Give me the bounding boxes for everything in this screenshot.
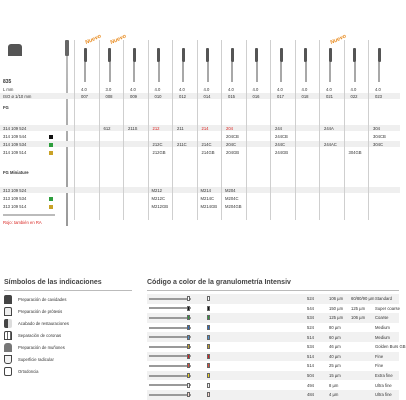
iso-size-010: 010 <box>154 94 162 99</box>
grit-swatch-mini-gold <box>49 205 53 209</box>
iso-size-016: 016 <box>252 94 260 99</box>
grit-ring <box>207 325 210 330</box>
label-iso: ISO ø 1/10 mm <box>3 94 32 99</box>
mini-code-3: 313 109 514 <box>3 204 27 209</box>
bur-tip-016 <box>255 48 258 62</box>
mini-cell: M214C <box>200 196 214 201</box>
bur-tip-018 <box>304 48 307 62</box>
fg-cell: 612 <box>103 126 111 131</box>
fg-cell: 244C <box>275 142 286 147</box>
bur-tip-014 <box>206 48 209 62</box>
iso-size-023: 023 <box>375 94 382 99</box>
grit-ring <box>187 354 190 359</box>
symbol-row-crown-separation: Separación de coronas <box>4 330 132 342</box>
fg-cell: 212C <box>152 142 163 147</box>
symbol-row-finishing: Acabado de restauraciones <box>4 318 132 330</box>
nuevo-badge: Nuevo <box>84 33 103 46</box>
fg-code-3: 314 109 534 <box>3 142 27 147</box>
grit-row <box>147 390 399 400</box>
iso-size-012: 012 <box>179 94 186 99</box>
bur-shank-023 <box>378 62 380 82</box>
grit-name: Extra fine <box>375 372 393 378</box>
nuevo-badge: Nuevo <box>329 33 348 46</box>
grit-title: Código a color de la granulometría Intensiv <box>147 279 291 286</box>
grit-code: 534 <box>307 344 314 350</box>
grit-name: Medium <box>375 334 390 340</box>
length-012: 4.0 <box>179 87 185 92</box>
fg-cell: 214C <box>201 142 212 147</box>
grit-code: 544 <box>307 305 314 311</box>
grit-section <box>0 270 406 400</box>
label-fg-miniature: FG Miniature <box>3 170 29 175</box>
fg-cell: 244 <box>275 126 282 131</box>
bur-shank-icon <box>149 307 191 309</box>
grit-ring <box>207 392 210 397</box>
mini-cell: M214GB <box>200 204 218 209</box>
grit-row <box>147 294 399 304</box>
grit-size: 4 µm <box>329 392 339 398</box>
grit-ring <box>207 354 210 359</box>
grit-code: 514 <box>307 353 314 359</box>
symbol-row-cavity: Preparación de cavidades <box>4 294 132 306</box>
bur-shank-icon <box>149 327 191 329</box>
grit-extra: 106 µm <box>351 315 366 321</box>
mini-cell: M204 <box>225 188 236 193</box>
fg-cell: 204CB <box>226 134 239 139</box>
iso-size-022: 022 <box>350 94 358 99</box>
grit-swatch-green <box>49 143 53 147</box>
bur-shank-017 <box>280 62 282 82</box>
iso-size-007: 007 <box>81 94 88 99</box>
grit-size: 80 µm <box>329 324 341 330</box>
grit-ring <box>207 344 210 349</box>
grit-ring <box>187 325 190 330</box>
grit-code: 524 <box>307 296 314 302</box>
length-017: 4.0 <box>277 87 283 92</box>
fg-cell: 244CB <box>275 134 288 139</box>
length-022: 4.0 <box>350 87 357 92</box>
grit-row <box>147 304 399 314</box>
bur-tip-021 <box>329 48 332 62</box>
label-fg: FG <box>3 105 9 110</box>
bur-tip-015 <box>231 48 234 62</box>
symbols-title: Símbolos de las indicaciones <box>4 279 102 286</box>
grit-swatch-gold <box>49 151 53 155</box>
bur-tip-012 <box>182 48 185 62</box>
fg-cell: 211 <box>177 126 184 131</box>
mini-bur-illustration <box>3 214 55 216</box>
grit-name: Ultra fine <box>375 392 392 398</box>
bur-tip-007 <box>84 48 87 62</box>
bur-shank-008 <box>109 62 111 82</box>
iso-size-018: 018 <box>301 94 309 99</box>
grit-name: Fine <box>375 363 384 369</box>
iso-size-009: 009 <box>130 94 137 99</box>
length-023: 4.0 <box>375 87 381 92</box>
grit-extra: 60/80/90 µm <box>351 296 375 302</box>
iso-size-021: 021 <box>326 94 333 99</box>
grit-size: 106 µm <box>329 296 344 302</box>
length-015: 4.0 <box>228 87 234 92</box>
symbol-row-root-surface: Superficie radicular <box>4 354 132 366</box>
bur-shank-icon <box>149 394 191 396</box>
length-007: 4.0 <box>81 87 87 92</box>
iso-size-017: 017 <box>277 94 284 99</box>
bur-shank-022 <box>354 62 356 82</box>
length-010: 4.0 <box>154 87 161 92</box>
product-code: 835 <box>3 79 12 85</box>
grit-ring <box>187 344 190 349</box>
fg-cell: 212 <box>152 126 160 131</box>
bur-shank-icon <box>149 317 191 319</box>
bur-shank-015 <box>231 62 233 82</box>
fg-cell: 304C <box>373 142 384 147</box>
symbol-row-prosthesis: Preparación de prótesis <box>4 306 132 318</box>
grit-code: 514 <box>307 334 314 340</box>
fg-code-4: 314 109 514 <box>3 150 27 155</box>
grit-swatch-mini-green <box>49 197 53 201</box>
fg-cell: 211C <box>177 142 187 147</box>
grit-name: Standard <box>375 296 392 302</box>
grit-row <box>147 332 399 342</box>
mini-cell: M212 <box>151 188 162 193</box>
length-018: 4.0 <box>301 87 308 92</box>
grit-size: 25 µm <box>329 363 341 369</box>
fg-code-2: 314 109 544 <box>3 134 27 139</box>
bur-shank-010 <box>158 62 160 82</box>
grit-code: 504 <box>307 372 314 378</box>
fg-cell: 244A <box>324 126 334 131</box>
bur-shank-007 <box>84 62 86 82</box>
fg-cell: 304GB <box>348 150 362 155</box>
grit-size: 125 µm <box>329 315 344 321</box>
symbol-row-stump-prep: Preparación de muñones <box>4 342 132 354</box>
label-lmm: L mm <box>3 87 14 92</box>
grit-ring <box>187 383 190 388</box>
grit-code: 514 <box>307 363 314 369</box>
bur-shank-icon <box>149 365 191 367</box>
mini-cell: M212C <box>151 196 165 201</box>
bur-shank-016 <box>256 62 258 82</box>
grit-ring <box>207 315 210 320</box>
iso-size-014: 014 <box>203 94 211 99</box>
bur-tip-017 <box>280 48 283 62</box>
fg-code-1: 314 109 524 <box>3 126 27 131</box>
fg-cell: 204GB <box>226 150 240 155</box>
grit-size: 40 µm <box>329 353 341 359</box>
grit-row <box>147 323 399 333</box>
mini-cell: M212GB <box>151 204 169 209</box>
grit-code: 524 <box>307 324 314 330</box>
bur-tip-009 <box>133 48 136 62</box>
grit-ring <box>187 335 190 340</box>
fg-cell: 244GB <box>275 150 289 155</box>
grit-ring <box>207 383 210 388</box>
bur-shank-icon <box>149 355 191 357</box>
grit-ring <box>207 296 210 301</box>
length-016: 4.0 <box>252 87 259 92</box>
grit-ring <box>187 296 190 301</box>
bur-tip-022 <box>353 48 356 62</box>
grit-row <box>147 371 399 381</box>
fg-cell: 214 <box>201 126 209 131</box>
bur-shank-icon <box>149 375 191 377</box>
grit-ring <box>187 306 190 311</box>
fg-cell: 204C <box>226 142 237 147</box>
product-shape-icon <box>8 44 22 56</box>
bur-shank-icon <box>149 346 191 348</box>
nuevo-badge: Nuevo <box>109 33 128 46</box>
grit-name: Super coarse <box>375 305 400 311</box>
iso-size-015: 015 <box>228 94 235 99</box>
grit-ring <box>187 363 190 368</box>
bur-shank-018 <box>305 62 307 82</box>
bur-tip-008 <box>108 48 111 62</box>
product-bur-image <box>65 40 69 56</box>
bur-shank-009 <box>133 62 135 82</box>
grit-name: Golden Burs GB <box>375 344 406 350</box>
grit-name: Ultra fine <box>375 382 392 388</box>
fg-cell: 244AC <box>324 142 337 147</box>
bur-shank-021 <box>329 62 331 82</box>
grit-ring <box>187 373 190 378</box>
length-014: 4.0 <box>203 87 210 92</box>
grit-name: Coarse <box>375 315 389 321</box>
fg-cell: 214GB <box>201 150 215 155</box>
bur-tip-010 <box>157 48 160 62</box>
bur-shank-icon <box>149 336 191 338</box>
grit-size: 46 µm <box>329 344 341 350</box>
mini-cell: M204C <box>225 196 239 201</box>
bur-shank-icon <box>149 384 191 386</box>
grit-swatch-black <box>49 135 53 139</box>
fg-cell: 304CB <box>373 134 386 139</box>
length-008: 3.0 <box>105 87 112 92</box>
grit-row <box>147 342 406 352</box>
symbol-row-orthodontics: Ortodoncia <box>4 366 132 378</box>
grit-ring <box>207 335 210 340</box>
bur-shank-icon <box>149 298 191 300</box>
fg-cell: 211S <box>128 126 138 131</box>
grit-ring <box>187 315 190 320</box>
label-rojo-ra: Rojo: también en RA <box>3 220 42 225</box>
grit-row <box>147 380 399 390</box>
mini-cell: M214 <box>200 188 211 193</box>
iso-size-008: 008 <box>105 94 113 99</box>
bur-shank-012 <box>182 62 184 82</box>
bur-tip-023 <box>378 48 381 62</box>
length-021: 4.0 <box>326 87 332 92</box>
grit-row <box>147 352 399 362</box>
grit-code: 534 <box>307 315 314 321</box>
grit-size: 60 µm <box>329 334 341 340</box>
fg-cell: 204 <box>226 126 233 131</box>
grit-name: Medium <box>375 324 390 330</box>
grit-ring <box>207 373 210 378</box>
grit-extra: 125 µm <box>351 305 366 311</box>
bur-shank-014 <box>207 62 209 82</box>
grit-ring <box>207 363 210 368</box>
grit-row <box>147 361 399 371</box>
mini-cell: M204GB <box>225 204 242 209</box>
mini-code-1: 313 109 524 <box>3 188 27 193</box>
grit-size: 150 µm <box>329 305 344 311</box>
grit-ring <box>207 306 210 311</box>
grit-size: 15 µm <box>329 372 341 378</box>
fg-cell: 304 <box>373 126 380 131</box>
grit-size: 8 µm <box>329 382 339 388</box>
grit-ring <box>187 392 190 397</box>
mini-code-2: 313 109 534 <box>3 196 27 201</box>
grit-code: 484 <box>307 392 314 398</box>
grit-code: 494 <box>307 382 314 388</box>
grit-name: Fine <box>375 353 384 359</box>
length-009: 4.0 <box>130 87 136 92</box>
fg-cell: 212GB <box>152 150 166 155</box>
grit-row <box>147 313 399 323</box>
